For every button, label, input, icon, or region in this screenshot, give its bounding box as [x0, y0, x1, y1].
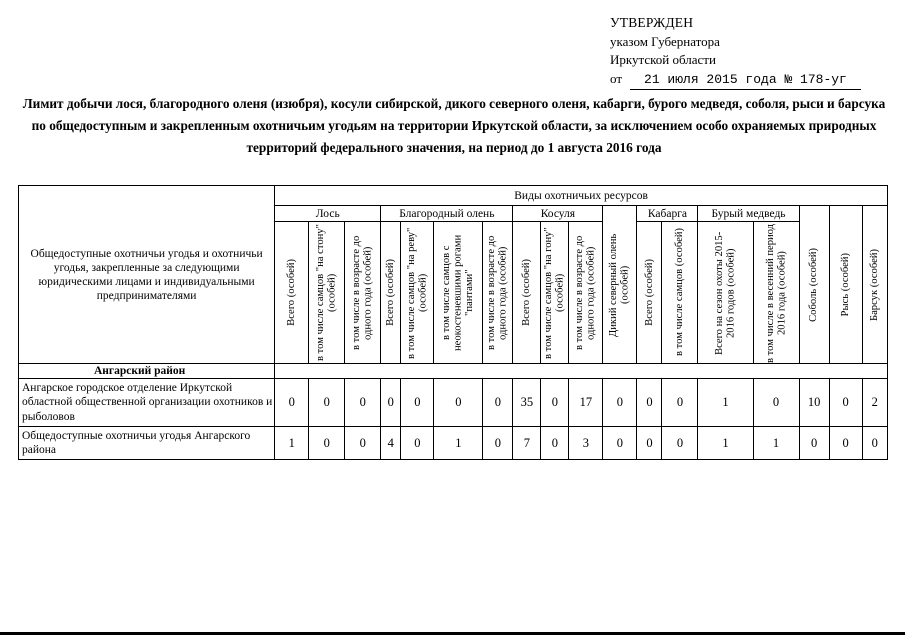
col-5: [401, 222, 434, 364]
approval-decree: указом Губернатора: [610, 33, 720, 49]
col-header-1: Всего (особей): [285, 259, 297, 326]
col-sable: [799, 206, 829, 364]
table-cell: 0: [799, 427, 829, 460]
table-row: [19, 379, 888, 427]
resources-header: Виды охотничьих ресурсов: [275, 186, 888, 206]
col-14: [698, 222, 753, 364]
table-cell: 0: [541, 379, 569, 427]
table-cell: 1: [434, 427, 483, 460]
col-2: [309, 222, 345, 364]
table-cell: 0: [483, 427, 513, 460]
table-cell: 0: [345, 379, 381, 427]
group-musk-deer: Кабарга: [637, 206, 698, 222]
table-cell: 0: [309, 379, 345, 427]
group-roe-deer: Косуля: [513, 206, 603, 222]
col-8: [513, 222, 541, 364]
col-header-7: в том числе в возрасте до одного года (особей): [486, 235, 509, 350]
col-7: [483, 222, 513, 364]
table-cell: 0: [662, 427, 698, 460]
table-cell: 10: [799, 379, 829, 427]
table-cell: 0: [829, 427, 862, 460]
col-1: [275, 222, 309, 364]
col-4: [381, 222, 401, 364]
table-cell: 0: [381, 379, 401, 427]
col-header-18: Барсук (особей): [869, 248, 881, 321]
row-name: Ангарское городское отделение Иркутской областной общественной организации охотников и рыболовов: [19, 379, 275, 427]
table-cell: 1: [753, 427, 799, 460]
col-header-9: в том числе самцов "на гону" (особей): [543, 226, 566, 359]
table-cell: 7: [513, 427, 541, 460]
table-cell: 3: [569, 427, 603, 460]
table-cell: 0: [275, 379, 309, 427]
col-10: [569, 222, 603, 364]
col-header-2: в том числе самцов "на стону" (особей): [315, 224, 338, 361]
col-lynx: [829, 206, 862, 364]
approval-region: Иркутской области: [610, 52, 716, 67]
table-cell: 35: [513, 379, 541, 427]
table-cell: 0: [637, 427, 662, 460]
table-cell: 4: [381, 427, 401, 460]
table-cell: 1: [698, 379, 753, 427]
table-cell: 0: [345, 427, 381, 460]
col-header-15: в том числе в весенний период 2016 года (особей): [764, 222, 788, 363]
col-3: [345, 222, 381, 364]
table-cell: 1: [275, 427, 309, 460]
table-cell: 0: [829, 379, 862, 427]
col-header-10: в том числе в возрасте до одного года (особей): [574, 235, 597, 350]
table-cell: 0: [603, 427, 637, 460]
table-cell: 0: [309, 427, 345, 460]
table-cell: 0: [541, 427, 569, 460]
limits-table: [18, 185, 888, 460]
table-cell: 0: [753, 379, 799, 427]
approval-from-label: от: [610, 70, 623, 86]
approval-date: 21 июля 2015 года № 178-уг: [630, 71, 861, 91]
col-header-4: Всего (особей): [385, 259, 397, 326]
col-header-8: Всего (особей): [521, 259, 533, 326]
table-cell: 2: [862, 379, 887, 427]
table-cell: 0: [662, 379, 698, 427]
col-header-3: в том числе в возрасте до одного года (особей): [351, 235, 374, 350]
document-title: Лимит добычи лося, благородного оленя (изюбря), косули сибирской, дикого северного оленя, кабарги, бурого медведя, соболя, рыси и барсука по общедоступным и закрепленным охотничьим угодьям на территории Иркутской области, за исключением особо охраняемых природных территорий федерального значения, на период до 1 августа 2016 года: [22, 96, 886, 155]
table-cell: 1: [698, 427, 753, 460]
table-cell: 0: [483, 379, 513, 427]
col-header-5: в том числе самцов "на реву" (особей): [405, 226, 429, 359]
table-cell: 0: [862, 427, 887, 460]
table-cell: 0: [637, 379, 662, 427]
object-column-header: Общедоступные охотничьи угодья и охотничьи угодья, закрепленные за следующими юридическими лицами и индивидуальными предпринимателями: [19, 186, 275, 364]
table-cell: 0: [401, 379, 434, 427]
col-header-16: Соболь (особей): [808, 247, 820, 322]
col-header-14: Всего на сезон охоты 2015-2016 годов (особей): [714, 230, 737, 355]
table-row: [19, 427, 888, 460]
district-row: Ангарский район: [19, 364, 275, 379]
scan-bottom-edge: [0, 632, 905, 635]
col-header-6: в том числе самцов с неокостеневшими рогами "пантами": [441, 234, 476, 351]
col-6: [434, 222, 483, 364]
approval-heading: УТВЕРЖДЕН: [610, 15, 694, 30]
col-9: [541, 222, 569, 364]
row-name: Общедоступные охотничьи угодья Ангарского района: [19, 427, 275, 460]
col-header-12: Всего (особей): [643, 259, 655, 326]
col-header-11: Дикий северный олень (особей): [608, 232, 631, 337]
group-moose: Лось: [275, 206, 381, 222]
col-15: [753, 222, 799, 364]
group-red-deer: Благородный олень: [381, 206, 513, 222]
district-row-fill: [275, 364, 888, 379]
col-header-17: Рысь (особей): [839, 252, 851, 317]
approval-block: [610, 14, 861, 90]
col-header-13: в том числе самцов (особей): [674, 228, 686, 357]
approval-date-line: [610, 70, 861, 91]
col-badger: [862, 206, 887, 364]
col-reindeer: [603, 206, 637, 364]
table-cell: 0: [401, 427, 434, 460]
table-cell: 0: [434, 379, 483, 427]
col-12: [637, 222, 662, 364]
table-cell: 0: [603, 379, 637, 427]
group-brown-bear: Бурый медведь: [698, 206, 799, 222]
table-cell: 17: [569, 379, 603, 427]
col-13: [662, 222, 698, 364]
